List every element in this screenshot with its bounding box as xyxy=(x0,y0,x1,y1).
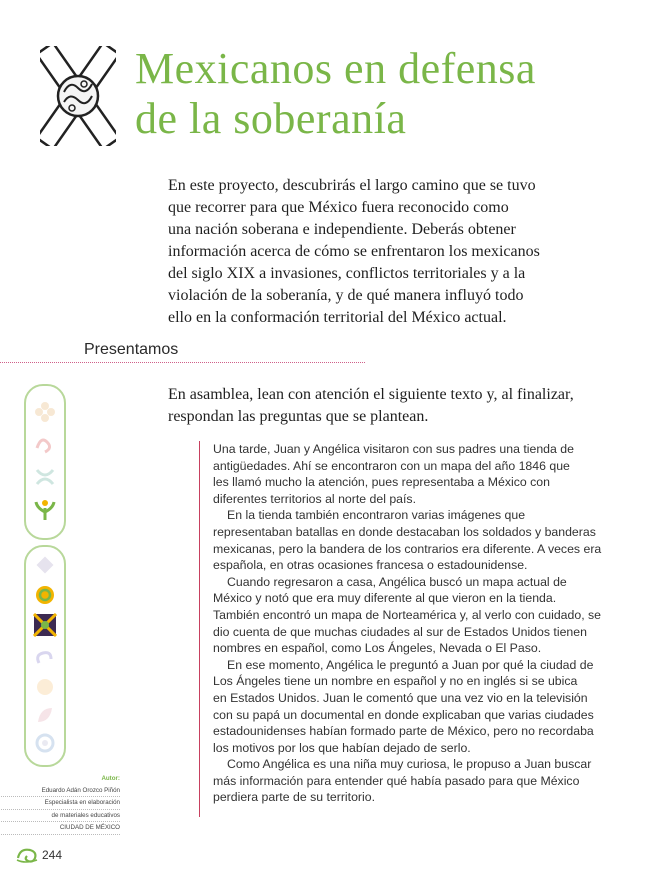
sidebar-nav-group-1 xyxy=(24,384,66,540)
author-name: Eduardo Adán Orozco Piñón xyxy=(0,785,120,798)
story-line: los motivos por los que habían dejado de serlo. xyxy=(213,740,471,755)
sun-icon[interactable] xyxy=(33,675,57,699)
story-line: Los Ángeles tiene un nombre en español y no en inglés si se ubica xyxy=(213,674,578,689)
project-logo-icon xyxy=(40,46,116,146)
story-line: española, en otras ocasiones francesa o estadounidense. xyxy=(213,558,528,573)
story-line: Cuando regresaron a casa, Angélica buscó un mapa actual de xyxy=(227,574,567,589)
page-spiral-icon xyxy=(16,846,38,864)
intro-line: violación de la soberanía, y de qué manera influyó todo xyxy=(168,287,524,304)
sprout-icon[interactable] xyxy=(33,498,57,522)
author-role: de materiales educativos xyxy=(0,810,120,823)
intro-line: que recorrer para que México fuera reconocido como xyxy=(168,199,509,216)
leaf-icon[interactable] xyxy=(33,703,57,727)
story-line: Una tarde, Juan y Angélica visitaron con sus padres una tienda de xyxy=(213,442,574,456)
loop-icon[interactable] xyxy=(33,645,57,669)
story-line: perdiera parte de su territorio. xyxy=(213,790,375,805)
author-role: Especialista en elaboración xyxy=(0,797,120,810)
sidebar-nav-group-2 xyxy=(24,545,66,767)
instruction-text xyxy=(168,384,598,428)
quadrant-icon[interactable] xyxy=(33,613,57,637)
reading-rule xyxy=(199,441,200,817)
title-line-2: de la soberanía xyxy=(135,94,407,143)
page-number: 244 xyxy=(42,848,63,862)
story-line: antigüedades. Ahí se encontraron con un mapa del año 1846 que xyxy=(213,458,570,473)
story-line: diferentes territorios al norte del país. xyxy=(213,491,417,506)
section-divider xyxy=(0,362,365,363)
page-title xyxy=(135,44,655,144)
story-line: con su papá un documental en donde explicaban que varias ciudades xyxy=(213,707,594,722)
story-line: representaban batallas en donde destacaban los soldados y banderas xyxy=(213,524,596,539)
intro-line: del siglo XIX a invasiones, conflictos territoriales y a la xyxy=(168,265,526,282)
intro-line: En este proyecto, descubrirás el largo camino que se tuvo xyxy=(168,177,536,194)
flower-icon[interactable] xyxy=(33,400,57,424)
diamond-icon[interactable] xyxy=(33,553,57,577)
intro-line: una nación soberana e independiente. Deberás obtener xyxy=(168,221,516,238)
circle-icon[interactable] xyxy=(33,731,57,755)
swirl-icon[interactable] xyxy=(33,432,57,456)
author-label: Autor: xyxy=(101,775,120,782)
instruction-line: respondan las preguntas que se plantean. xyxy=(168,408,429,425)
intro-paragraph xyxy=(168,175,548,329)
author-place: CIUDAD DE MÉXICO xyxy=(0,822,120,835)
section-heading: Presentamos xyxy=(84,341,179,358)
story-line: estadounidenses habían formado parte de México, pero no recordaba xyxy=(213,724,594,739)
story-line: mexicanas, pero la bandera de los contrarios era diferente. A veces era xyxy=(213,541,602,556)
intro-line: ello en la conformación territorial del México actual. xyxy=(168,309,507,326)
spiral-icon[interactable] xyxy=(33,583,57,607)
reading-text xyxy=(213,441,643,806)
author-credits xyxy=(0,773,120,835)
story-line: más información para entender qué había pasado para que México xyxy=(213,773,580,788)
story-line: les llamó mucho la atención, pues representaba a México con xyxy=(213,475,550,490)
story-line: En ese momento, Angélica le preguntó a Juan por qué la ciudad de xyxy=(227,657,594,672)
story-line: dio cuenta de que muchas ciudades al sur de Estados Unidos tienen xyxy=(213,624,587,639)
story-line: También encontró un mapa de Norteamérica y, al verlo con cuidado, se xyxy=(213,607,602,622)
story-line: México y notó que era muy diferente al que vieron en la tienda. xyxy=(213,591,557,606)
story-line: En la tienda también encontraron varias imágenes que xyxy=(227,508,526,523)
story-line: Como Angélica es una niña muy curiosa, le propuso a Juan buscar xyxy=(227,757,592,772)
people-icon[interactable] xyxy=(33,464,57,488)
instruction-line: En asamblea, lean con atención el siguiente texto y, al finalizar, xyxy=(168,386,574,403)
intro-line: información acerca de cómo se enfrentaron los mexicanos xyxy=(168,243,540,260)
story-line: en Estados Unidos. Juan le comentó que una vez vio en la televisión xyxy=(213,690,588,705)
title-line-1: Mexicanos en defensa xyxy=(135,44,536,93)
story-line: nombres en español, como Los Ángeles, Nevada o El Paso. xyxy=(213,641,542,656)
